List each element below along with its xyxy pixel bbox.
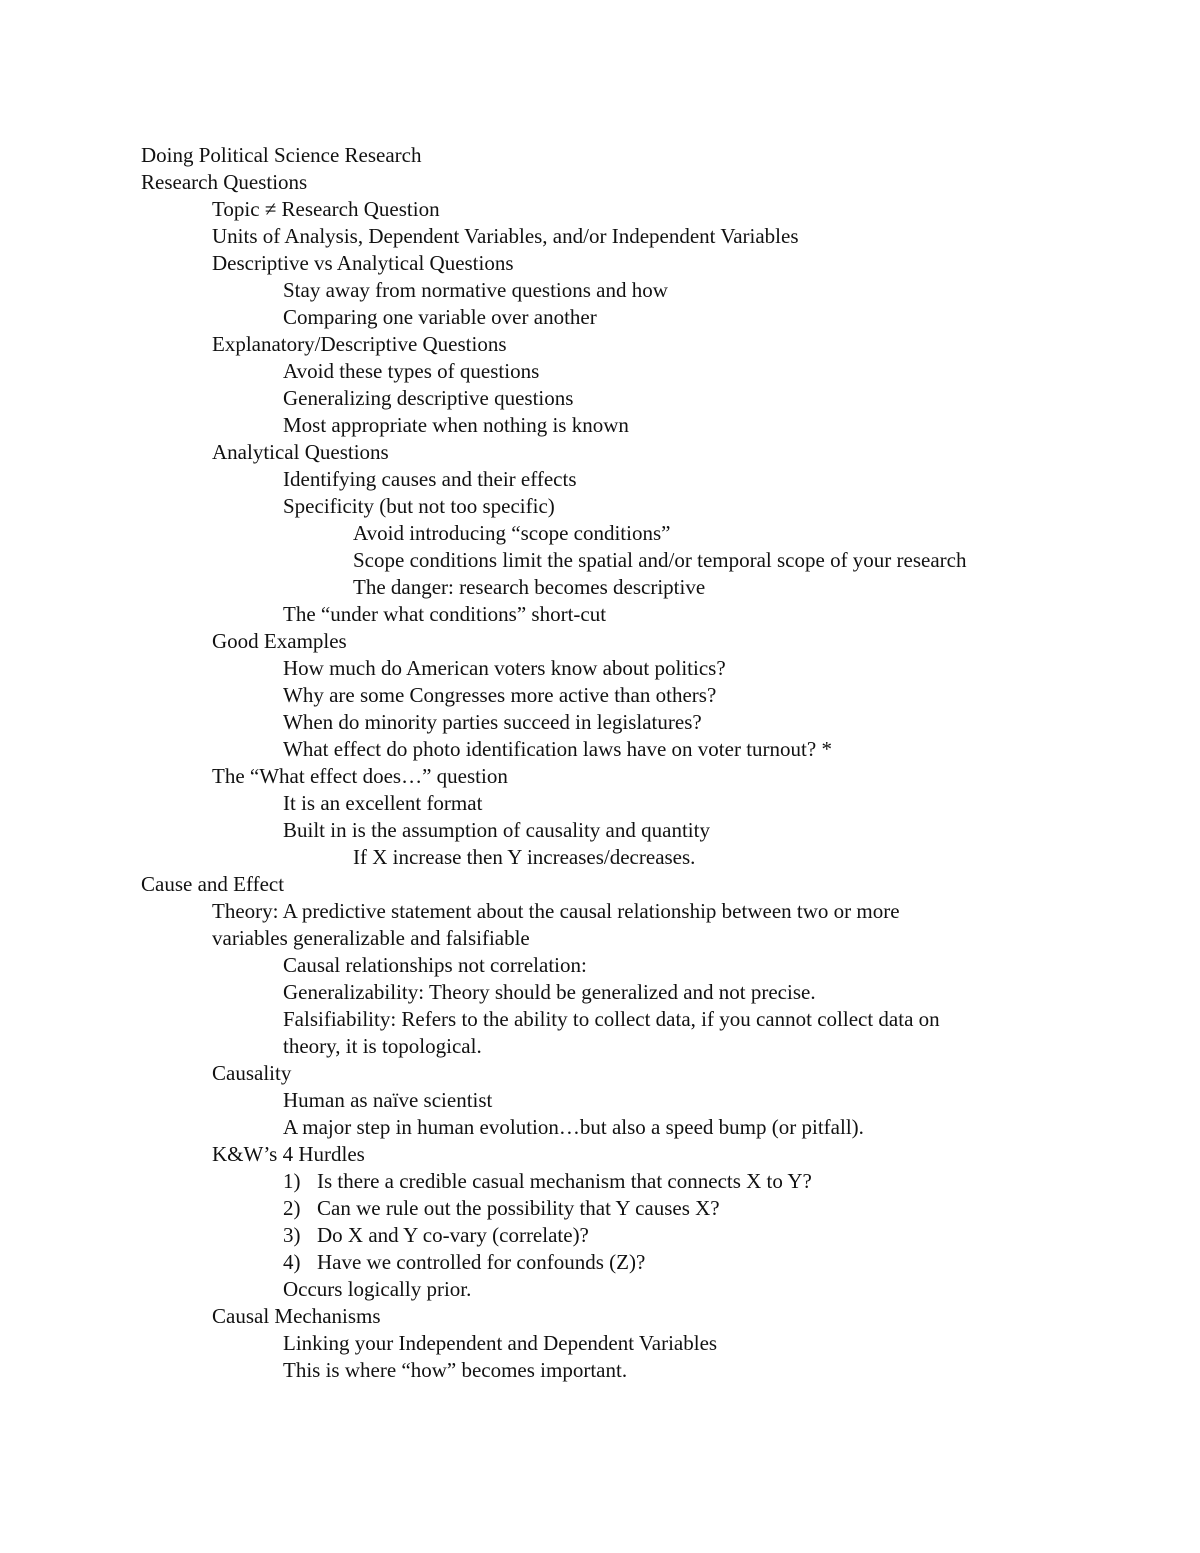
item-text: Why are some Congresses more active than others?	[283, 683, 717, 707]
outline-item	[141, 385, 1151, 412]
item-text: Generalizability: Theory should be generalized and not precise.	[283, 980, 816, 1004]
item-text: Causal Mechanisms	[212, 1304, 381, 1328]
outline-item	[141, 709, 1151, 736]
item-text: Analytical Questions	[212, 440, 389, 464]
outline-item	[141, 1141, 1151, 1168]
outline-item	[141, 520, 1151, 547]
outline-item	[141, 1303, 1151, 1330]
item-text: Causality	[212, 1061, 292, 1085]
item-text: Cause and Effect	[141, 872, 285, 896]
item-text: Occurs logically prior.	[283, 1277, 472, 1301]
item-text: This is where “how” becomes important.	[283, 1358, 628, 1382]
outline-item	[141, 1330, 1151, 1357]
outline-item	[141, 223, 1151, 250]
item-number: 3)	[283, 1223, 301, 1247]
outline-item	[141, 682, 1151, 709]
item-text: How much do American voters know about politics?	[283, 656, 726, 680]
item-text: Descriptive vs Analytical Questions	[212, 251, 514, 275]
outline-item	[141, 844, 1151, 871]
numbered-outline-item	[141, 1222, 1151, 1249]
outline-item	[141, 1060, 1151, 1087]
item-text: Theory: A predictive statement about the causal relationship between two or more	[212, 899, 900, 923]
item-number: 4)	[283, 1250, 301, 1274]
outline-item	[141, 439, 1151, 466]
outline-lines	[141, 169, 1151, 1384]
outline-item	[141, 898, 1151, 925]
outline	[141, 142, 1151, 1384]
outline-item	[141, 628, 1151, 655]
item-text: Most appropriate when nothing is known	[283, 413, 629, 437]
outline-item	[141, 358, 1151, 385]
outline-item	[141, 1006, 1151, 1033]
outline-item	[141, 790, 1151, 817]
item-text: It is an excellent format	[283, 791, 483, 815]
item-text: Generalizing descriptive questions	[283, 386, 574, 410]
item-text: Research Questions	[141, 170, 308, 194]
outline-item	[141, 601, 1151, 628]
outline-item	[141, 1276, 1151, 1303]
item-text: Falsifiability: Refers to the ability to collect data, if you cannot collect data on	[283, 1007, 940, 1031]
outline-item	[141, 1033, 1151, 1060]
numbered-outline-item	[141, 1168, 1151, 1195]
item-text: Good Examples	[212, 629, 347, 653]
outline-item	[141, 655, 1151, 682]
item-text: What effect do photo identification laws have on voter turnout? *	[283, 737, 832, 761]
document-title: Doing Political Science Research	[141, 143, 422, 167]
outline-item	[141, 331, 1151, 358]
outline-item	[141, 304, 1151, 331]
item-text: Explanatory/Descriptive Questions	[212, 332, 507, 356]
outline-item	[141, 412, 1151, 439]
outline-item	[141, 574, 1151, 601]
outline-item	[141, 547, 1151, 574]
item-text: Causal relationships not correlation:	[283, 953, 587, 977]
item-text: A major step in human evolution…but also a speed bump (or pitfall).	[283, 1115, 864, 1139]
item-text: Avoid introducing “scope conditions”	[353, 521, 671, 545]
item-text: Identifying causes and their effects	[283, 467, 577, 491]
item-number: 1)	[283, 1169, 301, 1193]
item-text: The danger: research becomes descriptive	[353, 575, 706, 599]
item-text: The “under what conditions” short-cut	[283, 602, 607, 626]
item-text: Scope conditions limit the spatial and/or temporal scope of your research	[353, 548, 967, 572]
outline-item	[141, 250, 1151, 277]
outline-item	[141, 493, 1151, 520]
item-text: Have we controlled for confounds (Z)?	[317, 1250, 646, 1274]
outline-item	[141, 1357, 1151, 1384]
outline-item	[141, 979, 1151, 1006]
item-text: K&W’s 4 Hurdles	[212, 1142, 365, 1166]
item-text: Built in is the assumption of causality and quantity	[283, 818, 710, 842]
numbered-outline-item	[141, 1195, 1151, 1222]
outline-item	[141, 925, 1151, 952]
item-text: Comparing one variable over another	[283, 305, 597, 329]
item-text: theory, it is topological.	[283, 1034, 482, 1058]
item-text: variables generalizable and falsifiable	[212, 926, 530, 950]
item-text: Avoid these types of questions	[283, 359, 540, 383]
item-number: 2)	[283, 1196, 301, 1220]
outline-item	[141, 763, 1151, 790]
outline-item	[141, 466, 1151, 493]
item-text: Stay away from normative questions and how	[283, 278, 668, 302]
outline-item	[141, 736, 1151, 763]
item-text: Specificity (but not too specific)	[283, 494, 555, 518]
outline-item	[141, 169, 1151, 196]
item-text: Can we rule out the possibility that Y causes X?	[317, 1196, 720, 1220]
outline-item	[141, 277, 1151, 304]
item-text: If X increase then Y increases/decreases.	[353, 845, 696, 869]
outline-item	[141, 196, 1151, 223]
item-text: Units of Analysis, Dependent Variables, and/or Independent Variables	[212, 224, 799, 248]
item-text: Human as naïve scientist	[283, 1088, 493, 1112]
item-text: Topic ≠ Research Question	[212, 197, 440, 221]
outline-item	[141, 1114, 1151, 1141]
outline-item	[141, 871, 1151, 898]
outline-item	[141, 1087, 1151, 1114]
item-text: Do X and Y co-vary (correlate)?	[317, 1223, 589, 1247]
outline-item	[141, 952, 1151, 979]
outline-item	[141, 817, 1151, 844]
item-text: When do minority parties succeed in legislatures?	[283, 710, 702, 734]
numbered-outline-item	[141, 1249, 1151, 1276]
item-text: Linking your Independent and Dependent Variables	[283, 1331, 718, 1355]
item-text: Is there a credible casual mechanism that connects X to Y?	[317, 1169, 812, 1193]
item-text: The “What effect does…” question	[212, 764, 508, 788]
